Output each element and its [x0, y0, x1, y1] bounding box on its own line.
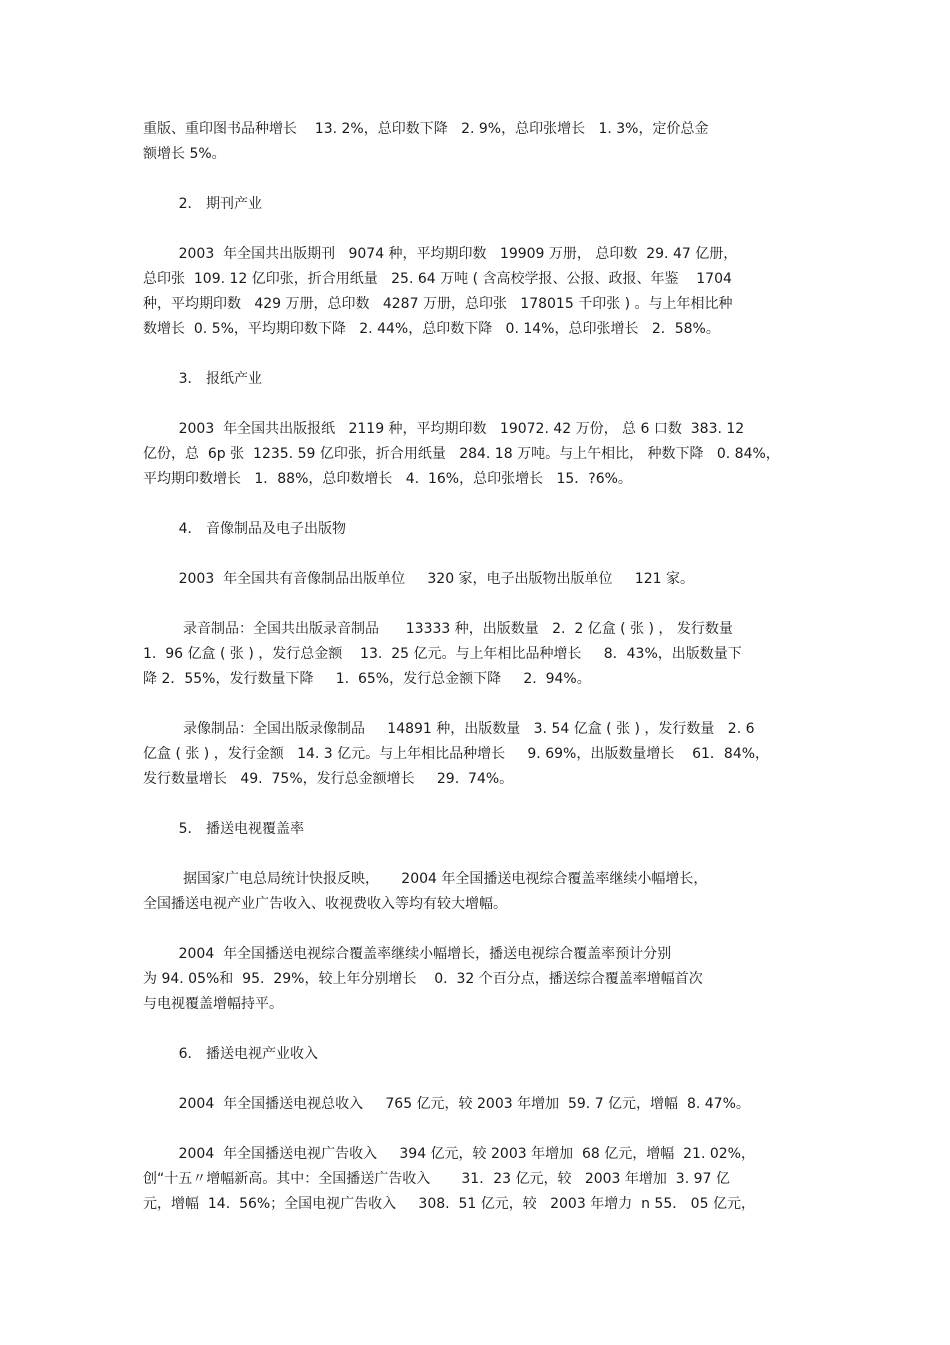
text-line: 数增长 0. 5%，平均期印数下降 2. 44%，总印数下降 0. 14%，总印张增长 2．58%。 — [143, 321, 720, 337]
text-line: 2004 年全国播送电视广告收入 394 亿元，较 2003 年增加 68 亿元，增幅 21. 02%， — [143, 1146, 755, 1162]
paragraph — [143, 517, 811, 542]
paragraph — [143, 567, 811, 592]
text-line: 2003 年全国共出版报纸 2119 种，平均期印数 19072. 42 万份， 总 6 口数 383. 12 — [143, 421, 745, 437]
text-line: 3． 报纸产业 — [143, 371, 262, 387]
paragraph — [143, 1042, 811, 1067]
text-line: 全国播送电视产业广告收入、收视费收入等均有较大增幅。 — [143, 896, 507, 912]
paragraph — [143, 717, 811, 792]
text-line: 4． 音像制品及电子出版物 — [143, 521, 346, 537]
paragraph — [143, 1092, 811, 1117]
paragraph — [143, 942, 811, 1017]
text-line: 2003 年全国共出版期刊 9074 种，平均期印数 19909 万册， 总印数 29. 47 亿册， — [143, 246, 738, 262]
text-line: 元，增幅 14. 56%；全国电视广告收入 308. 51 亿元，较 2003 年增力 n 55． 05 亿元， — [143, 1196, 755, 1212]
text-line: 亿份，总 6p 张 1235. 59 亿印张，折合用纸量 284. 18 万吨。与上午相比， 种数下降 0. 84%， — [143, 446, 780, 462]
text-line: 总印张 109. 12 亿印张，折合用纸量 25. 64 万吨 ( 含高校学报、公报、政报、年鉴 1704 — [143, 271, 732, 287]
text-line: 为 94. 05%和 95. 29%，较上年分别增长 0. 32 个百分点，播送综合覆盖率增幅首次 — [143, 971, 703, 987]
paragraph — [143, 417, 811, 492]
paragraph — [143, 242, 811, 342]
text-line: 录音制品：全国共出版录音制品 13333 种，出版数量 2. 2 亿盒 ( 张 ) ， 发行数量 — [143, 621, 733, 637]
text-line: 1. 96 亿盒 ( 张 ) ，发行总金额 13. 25 亿元。与上年相比品种增长 8．43%，出版数量下 — [143, 646, 742, 662]
text-line: 5． 播送电视覆盖率 — [143, 821, 304, 837]
document-body — [143, 117, 811, 1242]
paragraph — [143, 867, 811, 917]
text-line: 2004 年全国播送电视综合覆盖率继续小幅增长，播送电视综合覆盖率预计分别 — [143, 946, 672, 962]
paragraph — [143, 367, 811, 392]
paragraph — [143, 817, 811, 842]
text-line: 2． 期刊产业 — [143, 196, 262, 212]
text-line: 种，平均期印数 429 万册，总印数 4287 万册，总印张 178015 千印张 ) 。与上年相比种 — [143, 296, 733, 312]
text-line: 与电视覆盖增幅持平。 — [143, 996, 283, 1012]
paragraph — [143, 192, 811, 217]
text-line: 发行数量增长 49. 75%，发行总金额增长 29. 74%。 — [143, 771, 514, 787]
text-line: 2003 年全国共有音像制品出版单位 320 家，电子出版物出版单位 121 家。 — [143, 571, 694, 587]
text-line: 2004 年全国播送电视总收入 765 亿元，较 2003 年增加 59. 7 亿元，增幅 8. 47%。 — [143, 1096, 750, 1112]
text-line: 平均期印数增长 1．88%，总印数增长 4. 16%，总印张增长 15．?6%。 — [143, 471, 632, 487]
text-line: 降 2．55%，发行数量下降 1. 65%，发行总金额下降 2. 94%。 — [143, 671, 591, 687]
text-line: 据国家广电总局统计快报反映， 2004 年全国播送电视综合覆盖率继续小幅增长， — [143, 871, 708, 887]
text-line: 重版、重印图书品种增长 13. 2%，总印数下降 2. 9%，总印张增长 1. 3%，定价总金 — [143, 121, 709, 137]
text-line: 录像制品：全国出版录像制品 14891 种，出版数量 3. 54 亿盒 ( 张 ) ，发行数量 2. 6 — [143, 721, 755, 737]
text-line: 6． 播送电视产业收入 — [143, 1046, 318, 1062]
text-line: 亿盒 ( 张 ) ，发行金额 14. 3 亿元。与上年相比品种增长 9. 69%，出版数量增长 61．84%， — [143, 746, 770, 762]
text-line: 额增长 5%。 — [143, 146, 226, 162]
paragraph — [143, 117, 811, 167]
text-line: 创“十五〃增幅新高。其中：全国播送广告收入 31．23 亿元，较 2003 年增加 3. 97 亿 — [143, 1171, 730, 1187]
paragraph — [143, 1142, 811, 1217]
paragraph — [143, 617, 811, 692]
